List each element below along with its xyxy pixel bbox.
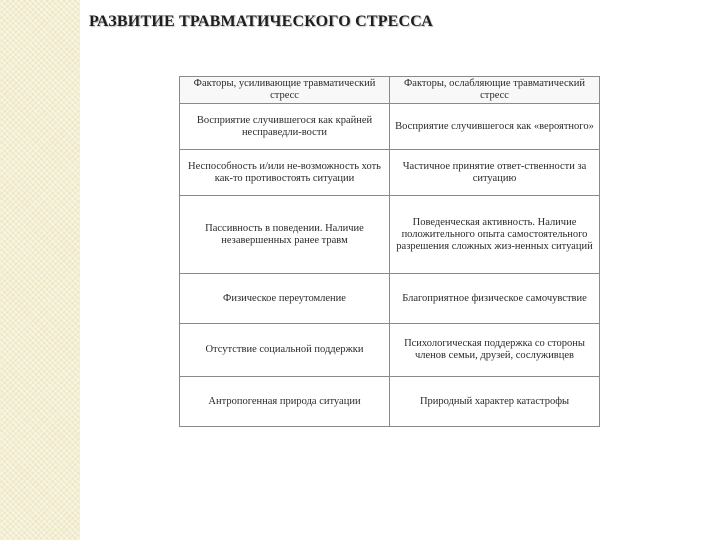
cell-intensifying: Неспособность и/или не-возможность хоть как-то противостоять ситуации (180, 150, 390, 196)
cell-weakening: Природный характер катастрофы (390, 377, 600, 427)
factors-table (179, 76, 600, 427)
table-row (180, 150, 600, 196)
header-weakening: Факторы, ослабляющие травматический стресс (390, 77, 600, 104)
cell-weakening: Психологическая поддержка со стороны членов семьи, друзей, сослуживцев (390, 324, 600, 377)
cell-intensifying: Восприятие случившегося как крайней несправедли-вости (180, 104, 390, 150)
cell-intensifying: Физическое переутомление (180, 274, 390, 324)
table-row (180, 104, 600, 150)
table-row (180, 196, 600, 274)
cell-weakening: Поведенческая активность. Наличие положительного опыта самостоятельного разрешения сложных жиз-ненных ситуаций (390, 196, 600, 274)
table-header-row (180, 77, 600, 104)
cell-intensifying: Отсутствие социальной поддержки (180, 324, 390, 377)
table-row (180, 377, 600, 427)
cell-weakening: Частичное принятие ответ-ственности за ситуацию (390, 150, 600, 196)
slide-title: РАЗВИТИЕ ТРАВМАТИЧЕСКОГО СТРЕССА (89, 13, 434, 30)
table-row (180, 324, 600, 377)
cell-weakening: Благоприятное физическое самочувствие (390, 274, 600, 324)
cell-weakening: Восприятие случившегося как «вероятного» (390, 104, 600, 150)
cell-intensifying: Пассивность в поведении. Наличие незавершенных ранее травм (180, 196, 390, 274)
header-intensifying: Факторы, усиливающие травматический стресс (180, 77, 390, 104)
decorative-side-strip (0, 0, 80, 540)
cell-intensifying: Антропогенная природа ситуации (180, 377, 390, 427)
table-row (180, 274, 600, 324)
